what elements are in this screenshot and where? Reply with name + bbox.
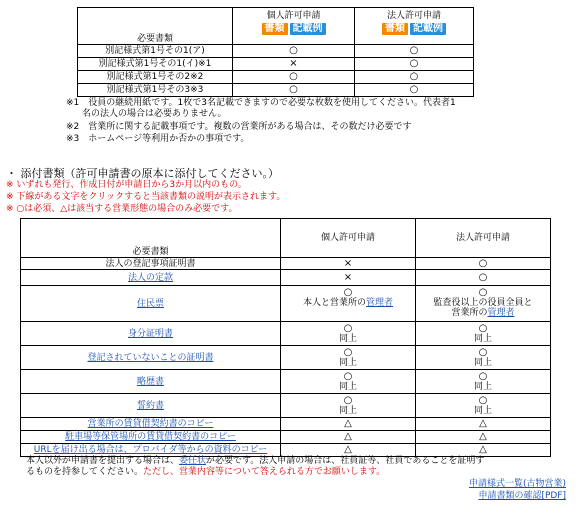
corporate-mark: ○ — [478, 287, 488, 298]
table-row — [78, 58, 474, 71]
personal-mark: × — [281, 258, 416, 270]
corporate-note: 同上 — [473, 405, 492, 416]
power-of-attorney-link[interactable]: 委任状 — [179, 456, 207, 466]
personal-note: 同上 — [338, 405, 357, 416]
table-row — [21, 431, 551, 444]
footer-text-b: が必要です。法人申請の場合は、社員証等、社員であることを証明す — [206, 456, 485, 466]
docs-header-label: 必要書類 — [132, 247, 169, 257]
corporate-header-label: 法人許可申請 — [386, 11, 441, 21]
corporate-note-2: 営業所の — [451, 308, 488, 318]
footer-text-a: 本人以外が申請書を提出する場合は、 — [26, 456, 180, 466]
table-row — [78, 45, 474, 58]
corporate-mark: ○ — [355, 45, 474, 58]
doc-link[interactable]: 法人の定款 — [127, 272, 173, 283]
doc-link[interactable]: 駐車場等保管場所の賃貸借契約書のコピー — [65, 432, 236, 442]
personal-docs-button[interactable]: 書類 — [262, 23, 288, 35]
table-row — [21, 258, 551, 270]
attach-note-3: ※ ○は必須、△は該当する営業形態の場合のみ必要です。 — [6, 204, 238, 214]
corporate-note: 同上 — [473, 333, 492, 344]
form-name: 別記様式第1号その2※2 — [78, 71, 233, 84]
doc-name: 法人の登記事項証明書 — [21, 258, 281, 270]
forms-table — [77, 7, 474, 97]
corporate-mark: △ — [416, 431, 551, 444]
personal-header-cell — [233, 8, 355, 45]
form-note-1-cont: 名の法人の場合は必要ありません。 — [82, 109, 227, 119]
personal-note: 同上 — [338, 333, 357, 344]
personal-mark: ○ — [233, 45, 355, 58]
personal-mark: ○ — [343, 287, 353, 298]
corporate-mark: △ — [416, 418, 551, 431]
doc-link[interactable]: 住民票 — [136, 298, 164, 309]
footer-text-c: るものを持参してください。 — [26, 467, 144, 477]
personal-header-label: 個人許可申請 — [266, 11, 321, 21]
corporate-note: 同上 — [473, 381, 492, 392]
table-row — [21, 346, 551, 370]
forms-header-label: 必要書類 — [136, 34, 173, 44]
form-list-link[interactable]: 申請様式一覧(古物営業) — [468, 479, 566, 489]
table-row — [21, 286, 551, 322]
doc-link[interactable]: URLを届け出る場合は、プロバイダ等からの資料のコピー — [33, 445, 268, 455]
corporate-mark: ○ — [478, 370, 488, 382]
table-row — [21, 270, 551, 286]
manager-link[interactable]: 管理者 — [487, 308, 515, 318]
personal-mark: × — [281, 270, 416, 286]
attach-note-2: ※ 下線がある文字をクリックすると当該書類の説明が表示されます。 — [6, 192, 286, 202]
corporate-header-cell — [355, 8, 474, 45]
form-note-3: ※3 ホームページ等利用か否かの事項です。 — [66, 134, 250, 144]
docs-header-cell — [21, 219, 281, 258]
personal-note: 本人と営業所の — [302, 298, 366, 308]
corporate-example-button[interactable]: 記載例 — [410, 23, 446, 35]
corporate-mark: ○ — [478, 322, 488, 334]
personal-example-button[interactable]: 記載例 — [290, 23, 326, 35]
table-row — [21, 418, 551, 431]
footer-line-1 — [26, 456, 484, 467]
forms-header-cell — [78, 8, 233, 45]
personal-mark: △ — [281, 418, 416, 431]
corporate-docs-button[interactable]: 書類 — [382, 23, 408, 35]
corporate-note: 監査役以上の役員全員と — [433, 298, 533, 308]
documents-check-pdf-link[interactable]: 申請書類の確認[PDF] — [478, 491, 566, 501]
footer-line-2 — [26, 467, 385, 478]
form-name: 別記様式第1号その3※3 — [78, 84, 233, 97]
table-row — [21, 370, 551, 394]
doc-link[interactable]: 身分証明書 — [127, 328, 173, 339]
corporate-mark: ○ — [355, 71, 474, 84]
corporate-mark: ○ — [478, 346, 488, 358]
form-note-1: ※1 役員の継続用紙です。1枚で3名記載できますので必要な枚数を使用してください。代表者1 — [66, 98, 456, 108]
form-name: 別記様式第1号その1(ア) — [78, 45, 233, 58]
doc-link[interactable]: 略歴書 — [136, 376, 164, 387]
corporate-mark: △ — [416, 444, 551, 457]
corporate-mark: ○ — [416, 270, 551, 286]
doc-link[interactable]: 登記されていないことの証明書 — [87, 352, 214, 363]
personal-note: 同上 — [338, 357, 357, 368]
form-name: 別記様式第1号その1(イ)※1 — [78, 58, 233, 71]
attach-note-1: ※ いずれも発行、作成日付が申請日から3か月以内のもの。 — [6, 180, 247, 190]
corporate-mark: ○ — [416, 258, 551, 270]
doc-link[interactable]: 誓約書 — [136, 400, 164, 411]
doc-link[interactable]: 営業所の賃貸借契約書のコピー — [87, 419, 214, 429]
attachments-title: ・ 添付書類（許可申請書の原本に添付してください。） — [6, 167, 279, 180]
table-row — [21, 394, 551, 418]
personal-mark: ○ — [343, 394, 353, 406]
corporate-mark: ○ — [478, 394, 488, 406]
manager-link[interactable]: 管理者 — [366, 298, 394, 308]
docs-personal-header: 個人許可申請 — [281, 219, 416, 258]
documents-table — [20, 218, 551, 457]
personal-mark: ○ — [343, 370, 353, 382]
docs-corporate-header: 法人許可申請 — [416, 219, 551, 258]
footer-warning: ただし、営業内容等について答えられる方でお願いします。 — [143, 467, 386, 477]
table-row — [78, 71, 474, 84]
personal-mark: △ — [281, 444, 416, 457]
personal-mark: × — [233, 58, 355, 71]
personal-mark: ○ — [343, 346, 353, 358]
personal-mark: △ — [281, 431, 416, 444]
personal-mark: ○ — [233, 71, 355, 84]
personal-note: 同上 — [338, 381, 357, 392]
form-note-2: ※2 営業所に関する記載事項です。複数の営業所がある場合は、その数だけ必要です — [66, 122, 412, 132]
personal-mark: ○ — [343, 322, 353, 334]
table-row — [21, 322, 551, 346]
corporate-note: 同上 — [473, 357, 492, 368]
corporate-mark: ○ — [355, 84, 474, 97]
table-row — [21, 444, 551, 457]
table-row — [78, 84, 474, 97]
corporate-mark: ○ — [355, 58, 474, 71]
personal-mark: ○ — [233, 84, 355, 97]
